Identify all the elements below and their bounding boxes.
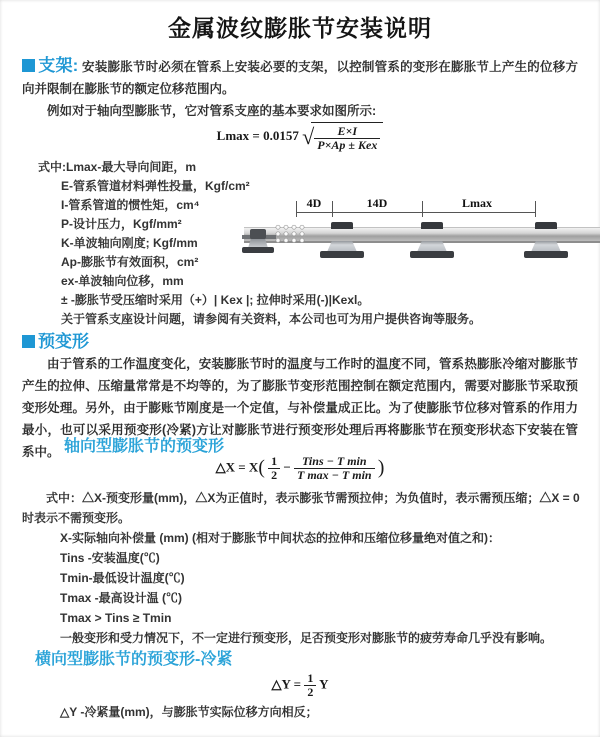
definition-line: I-管系管道的惯性矩，cm⁴ [61, 198, 200, 212]
consult-note: 关于管系支座设计问题，请参阅有关资料，本公司也可为用户提供咨询等服务。 [61, 312, 482, 326]
lmax-formula-lhs: Lmax = 0.0157 [216, 128, 299, 144]
support-example-line: 例如对于轴向型膨胀节，它对管系支座的基本要求如图所示: [47, 104, 377, 118]
lateral-note-block [22, 702, 582, 722]
minus-sign: − [283, 459, 291, 475]
support-heading [22, 56, 78, 75]
dimension-tick [296, 201, 297, 217]
support-heading-label: 支架: [38, 56, 79, 75]
pipe-support-diagram [244, 196, 600, 270]
page-title: 金属波纹膨胀节安装说明 [168, 15, 432, 41]
lateral-note: △Y -冷紧量(mm)，与膨胀节实际位移方向相反； [60, 705, 318, 719]
guide-support-icon [320, 222, 364, 264]
blue-square-icon [22, 335, 35, 348]
axial-explain-paragraph: 式中：△X-预变形量(mm)，△X为正值时，表示膨张节需预拉伸；为负值时，表示需预压缩；△X = 0时表示不需预变形。 [22, 491, 580, 525]
dim-label-4d: 4D [306, 196, 322, 210]
definition-line: Ap-膨胀节有效面积，cm² [61, 255, 199, 269]
axial-explanation [22, 488, 582, 648]
definition-line: P-设计压力，Kgf/mm² [61, 217, 182, 231]
lateral-heading: 横向型膨胀节的预变形-冷紧 [35, 651, 233, 668]
lateral-formula-rhs: Y [319, 676, 329, 692]
dimension-tick [535, 201, 536, 217]
axial-line: Tmax -最高设计温 (℃) [60, 591, 183, 605]
definition-text: Lmax-最大导向间距，m [66, 160, 197, 174]
definition-line: K-单波轴向刚度; Kgf/mm [61, 236, 198, 250]
guide-support-icon [524, 222, 568, 264]
defs-label: 式中: [38, 160, 66, 174]
bellows-icon [274, 224, 306, 244]
axial-note-line: 一般变形和受力情况下，不一定进行预变形，足否预变形对膨胀节的疲劳寿命几乎没有影响。 [60, 631, 553, 645]
temperature-fraction: $\frac{\text{Tins − T min}}{\text{T max − T min}}$ [294, 455, 375, 482]
axial-heading: 轴向型膨胀节的预变形 [64, 438, 225, 455]
axial-line: Tmax > Tins ≥ Tmin [60, 611, 172, 625]
definition-line [38, 158, 578, 177]
lateral-formula [0, 672, 600, 699]
dim-label-14d: 14D [366, 196, 388, 210]
support-intro-paragraph [22, 55, 578, 100]
axial-line: X-实际轴向补偿量 (mm) (相对于膨胀节中间状态的拉伸和压缩位移量绝对值之和)： [60, 531, 500, 545]
definition-line: ex-单波轴向位移，mm [61, 274, 184, 288]
sqrt-symbol: √ [302, 124, 315, 150]
support-section [22, 55, 578, 122]
plus-minus-note: ± -膨胀节受压缩时采用（+）| Kex |; 拉伸时采用(-)|Kexl。 [61, 293, 370, 307]
lmax-fraction [314, 125, 380, 152]
dimension-tick [422, 201, 423, 217]
blue-square-icon [22, 59, 35, 72]
axial-line: Tins -安装温度(℃) [60, 551, 160, 565]
half-fraction: $\frac{1}{2}$ [304, 672, 316, 699]
lmax-fraction-den: P×Ap ± Kex [317, 138, 378, 153]
guide-support-icon [410, 222, 454, 264]
lateral-formula-lhs: △Y = [271, 676, 302, 692]
dim-label-lmax: Lmax [462, 196, 492, 210]
lmax-fraction-num: E×I [314, 125, 380, 139]
predeform-heading-label: 预变形 [38, 332, 89, 351]
axial-formula [0, 455, 600, 482]
open-paren: ( [258, 457, 265, 479]
axial-line: Tmin-最低设计温度(℃) [60, 571, 185, 585]
predeform-heading [22, 331, 89, 353]
lmax-formula [0, 122, 600, 152]
sqrt-radicand [311, 122, 383, 152]
predeform-paragraph: 由于管系的工作温度变化，安装膨胀节时的温度与工作时的温度不同，管系热膨胀冷缩对膨胀节产生的拉伸、压缩量常常是不均等的，为了膨胀节变形范围控制在额定范围内，需要对膨胀节采取预变形处理。另外，由于膨账节刚度是一个定值，与补偿量成正比。为了使膨胀节位移对管系的作用力最小，也可以采用预变形(冷紧)方让对膨胀节进行预变形处理后再将膨胀节在预变形状态下安装在管系中。 [22, 357, 578, 459]
dimension-tick [332, 201, 333, 217]
close-paren: ) [377, 457, 385, 479]
axial-formula-lhs: △X = X [215, 459, 259, 475]
half-fraction: $\frac{1}{2}$ [268, 455, 280, 482]
definition-line: E-管系管道材料弹性投量，Kgf/cm² [61, 179, 250, 193]
support-intro-text: 安装膨胀节时必须在管系上安装必要的支架，以控制管系的变形在膨胀节上产生的位移方向并限制在膨胀节的额定位移范围内。 [22, 60, 578, 96]
